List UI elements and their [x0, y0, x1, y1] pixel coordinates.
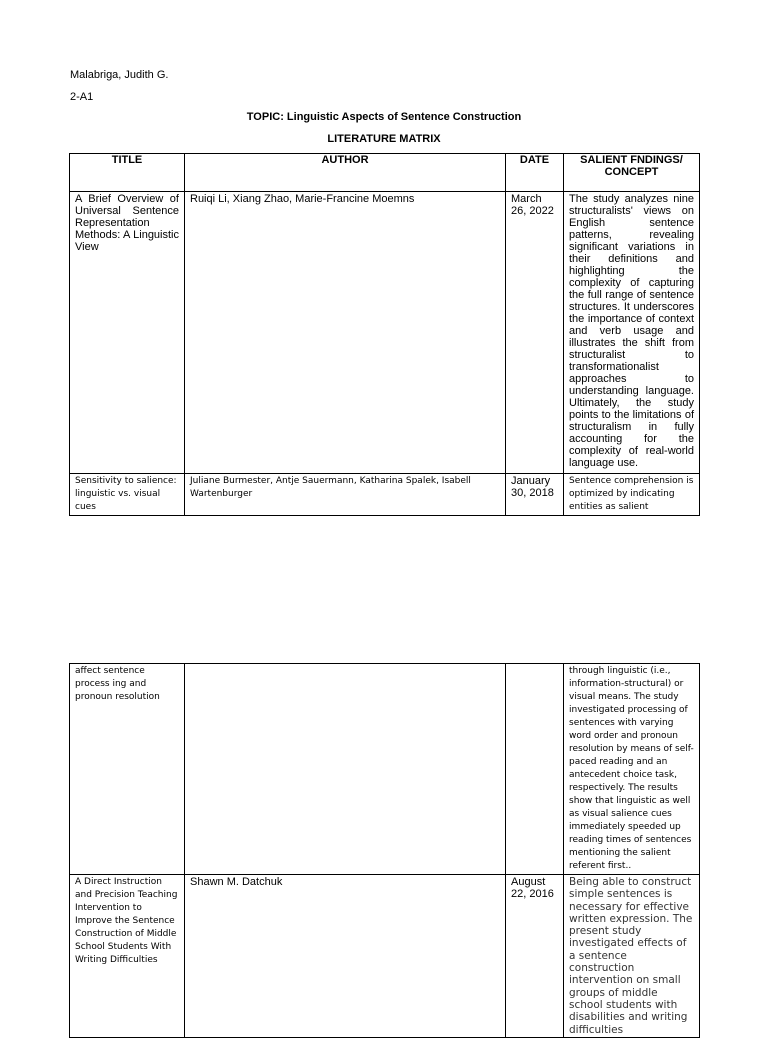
- section-code: 2-A1: [70, 91, 94, 103]
- header-title: TITLE: [70, 154, 185, 192]
- matrix-title: LITERATURE MATRIX: [327, 133, 441, 145]
- row-date: August 22, 2016: [506, 875, 564, 1038]
- student-name: Malabriga, Judith G.: [70, 69, 169, 81]
- table-row: [70, 474, 700, 516]
- header-author: AUTHOR: [185, 154, 506, 192]
- table-row: [70, 664, 700, 875]
- row-author: Ruiqi Li, Xiang Zhao, Marie-Francine Moemns: [185, 192, 506, 474]
- row-title: Sensitivity to salience: linguistic vs. visual cues: [70, 474, 185, 516]
- row-date: March 26, 2022: [506, 192, 564, 474]
- row-date: [506, 664, 564, 875]
- row-findings: Being able to construct simple sentences is necessary for effective written expression. The present study investigated effects of a sentence construction intervention on small groups of middle school students with disabilities and writing difficulties: [564, 875, 700, 1038]
- table-header-row: [70, 154, 700, 192]
- row-title: A Direct Instruction and Precision Teaching Intervention to Improve the Sentence Construction of Middle School Students With Writing Difficulties: [70, 875, 185, 1038]
- table-row: [70, 875, 700, 1038]
- row-findings: through linguistic (i.e., information-structural) or visual means. The study investigated processing of sentences with varying word order and pronoun resolution by means of self-paced reading and an antecedent choice task, respectively. The results show that linguistic as well as visual salience cues immediately speeded up reading times of sentences mentioning the salient referent first..: [564, 664, 700, 875]
- row-title: affect sentence process ing and pronoun resolution: [70, 664, 185, 875]
- row-title: A Brief Overview of Universal Sentence Representation Methods: A Linguistic View: [70, 192, 185, 474]
- row-date: January 30, 2018: [506, 474, 564, 516]
- row-author: Juliane Burmester, Antje Sauermann, Katharina Spalek, Isabell Wartenburger: [185, 474, 506, 516]
- row-findings: The study analyzes nine structuralists' views on English sentence patterns, revealing significant variations in their definitions and highlighting the complexity of capturing the full range of sentence structures. It underscores the importance of context and verb usage and illustrates the shift from structuralist to transformationalist approaches to understanding language. Ultimately, the study points to the limitations of structuralism in fully accounting for the complexity of real-world language use.: [564, 192, 700, 474]
- header-findings: SALIENT FNDINGS/ CONCEPT: [564, 154, 700, 192]
- row-author: [185, 664, 506, 875]
- literature-matrix-table: [69, 153, 700, 516]
- row-author: Shawn M. Datchuk: [185, 875, 506, 1038]
- row-findings: Sentence comprehension is optimized by indicating entities as salient: [564, 474, 700, 516]
- topic-heading: TOPIC: Linguistic Aspects of Sentence Construction: [246, 111, 522, 123]
- header-date: DATE: [506, 154, 564, 192]
- literature-matrix-table-continued: [69, 663, 700, 1038]
- table-row: [70, 192, 700, 474]
